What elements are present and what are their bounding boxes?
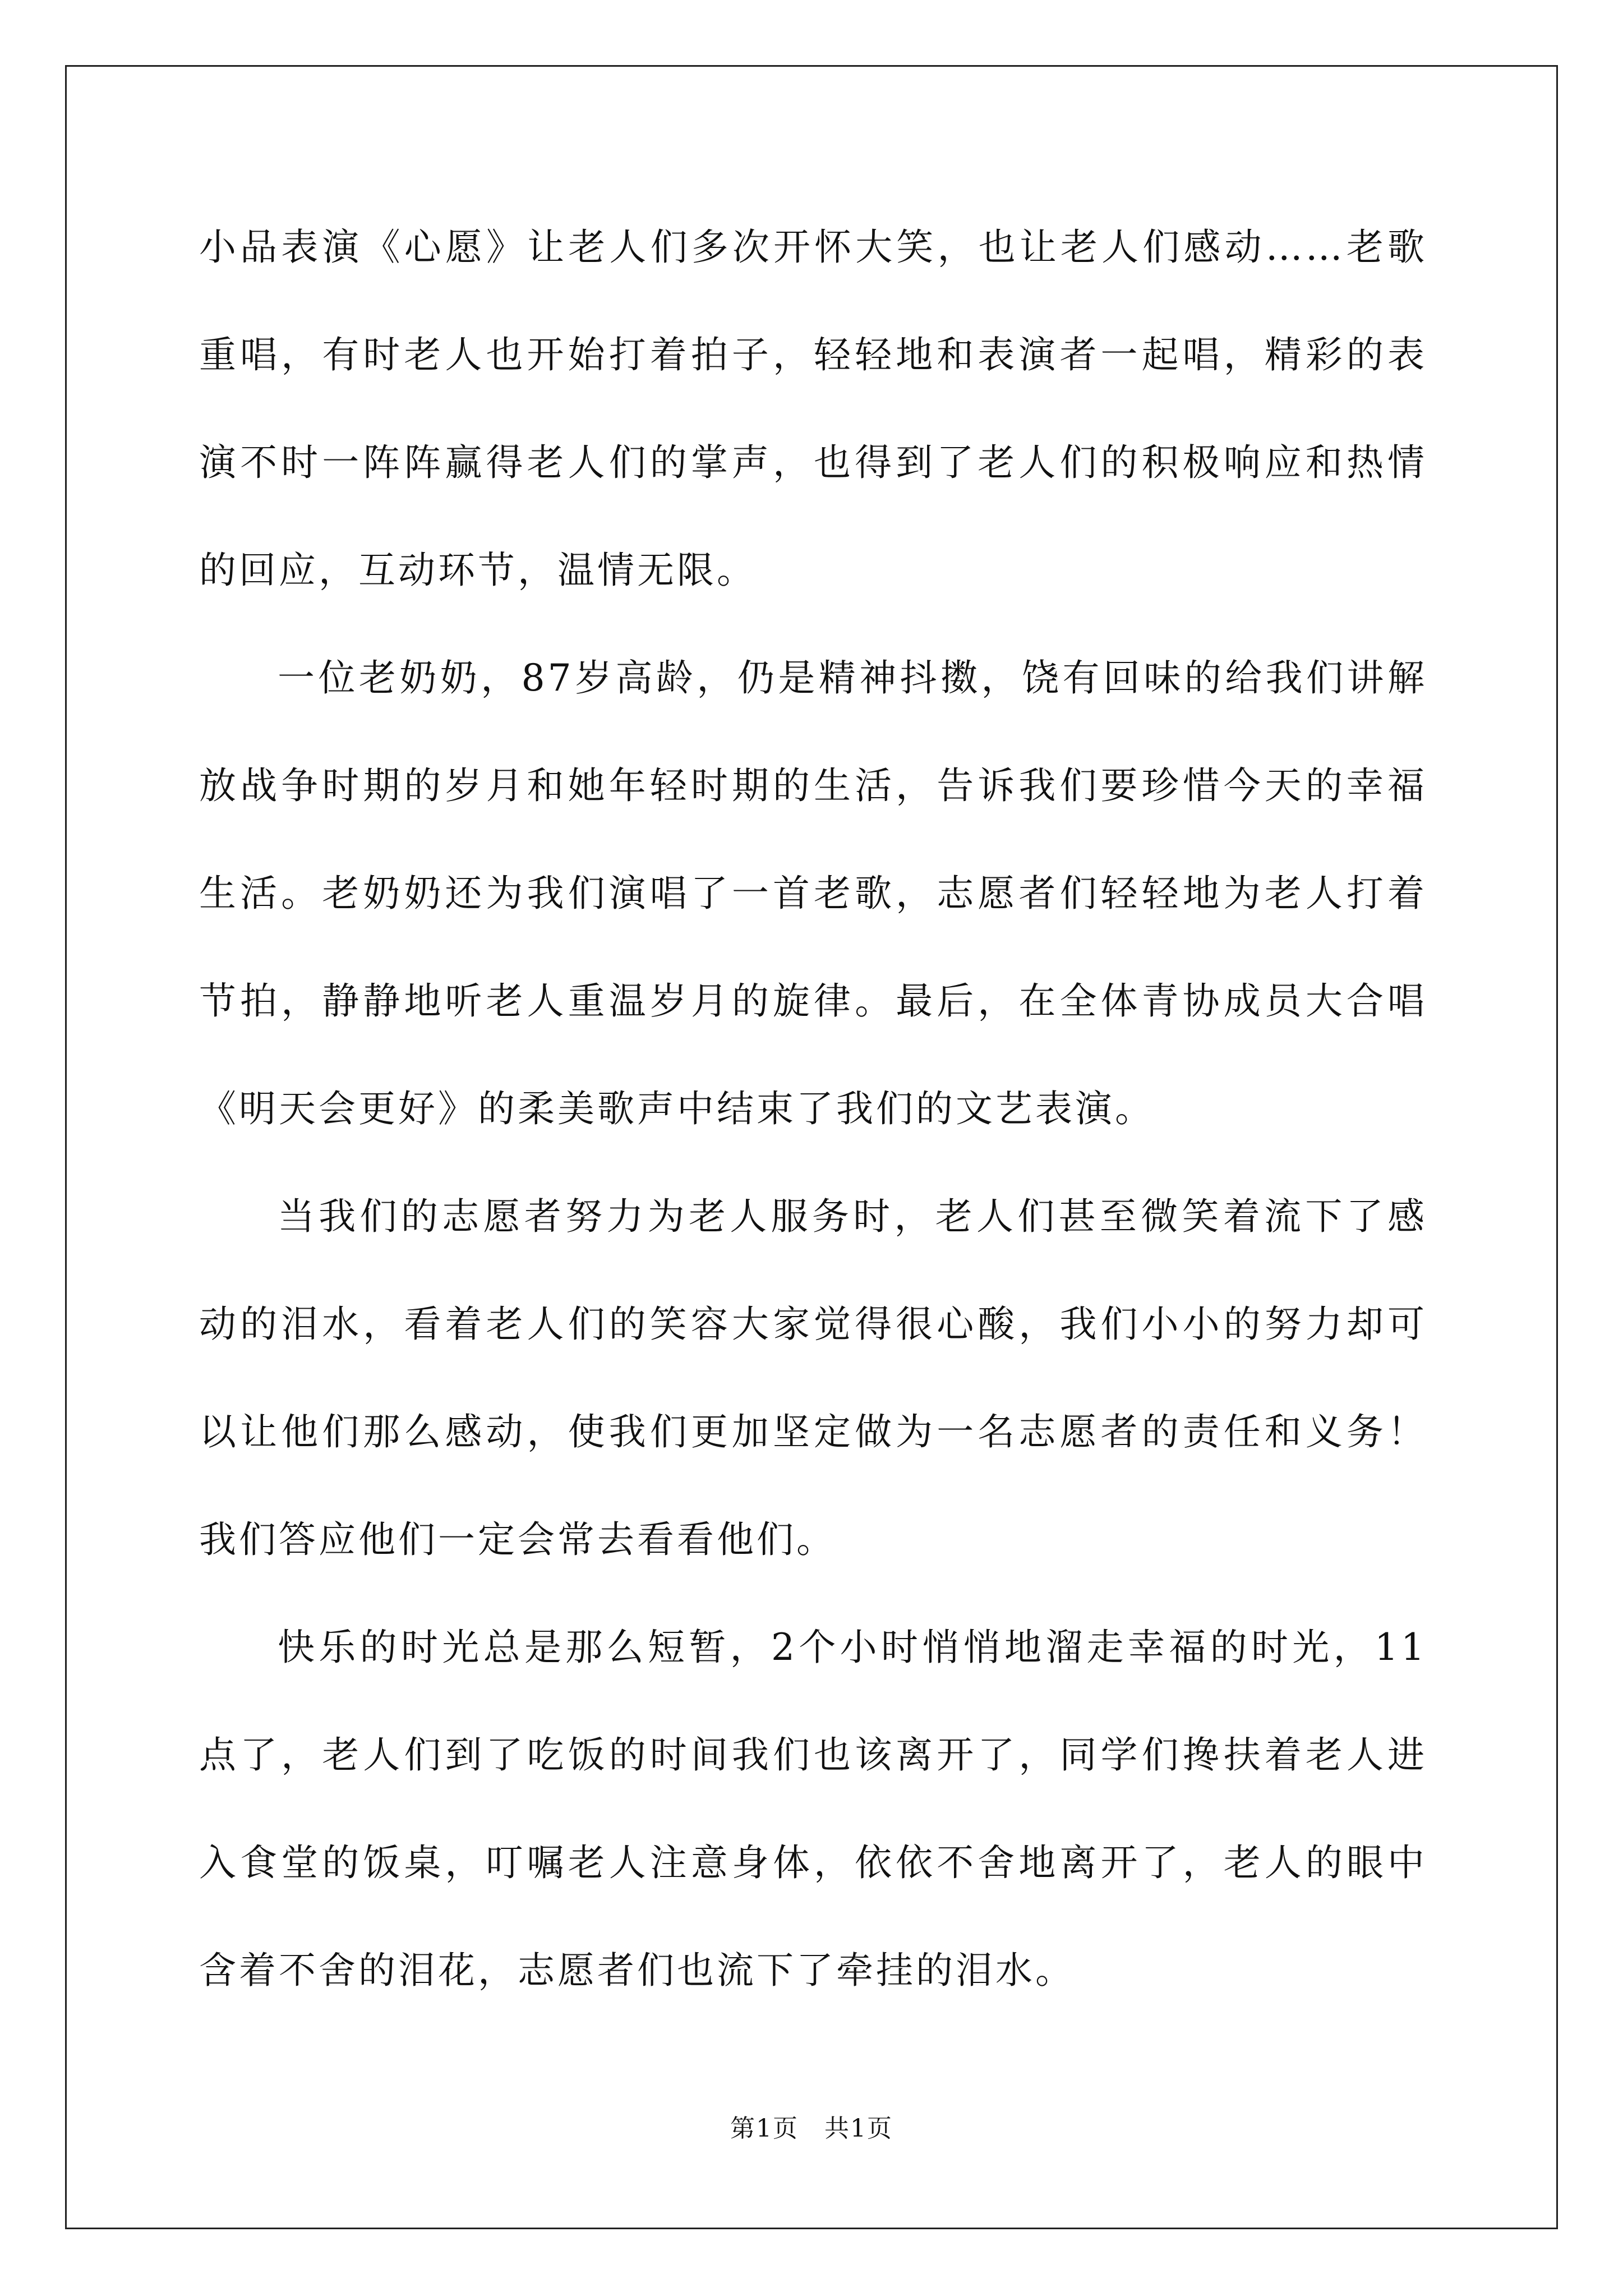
paragraph-4: 快乐的时光总是那么短暂，2个小时悄悄地溜走幸福的时光，11点了，老人们到了吃饭的时间我们也该离开了，同学们搀扶着老人进入食堂的饭桌，叮嘱老人注意身体，依依不舍地离开了，老人的眼中含着不舍的泪花，志愿者们也流下了牵挂的泪水。 [199,1626,1427,1992]
paragraph-1: 小品表演《心愿》让老人们多次开怀大笑，也让老人们感动……老歌重唱，有时老人也开始打着拍子，轻轻地和表演者一起唱，精彩的表演不时一阵阵赢得老人们的掌声，也得到了老人们的积极响应和热情的回应，互动环节，温情无限。 [199,226,1427,592]
paragraph-2: 一位老奶奶，87岁高龄，仍是精神抖擞，饶有回味的给我们讲解放战争时期的岁月和她年轻时期的生活，告诉我们要珍惜今天的幸福生活。老奶奶还为我们演唱了一首老歌，志愿者们轻轻地为老人打着节拍，静静地听老人重温岁月的旋律。最后，在全体青协成员大合唱《明天会更好》的柔美歌声中结束了我们的文艺表演。 [199,656,1427,1130]
page-number-footer: 第1页 共1页 [730,2114,893,2143]
document-body [199,194,1427,2024]
paragraph-3: 当我们的志愿者努力为老人服务时，老人们甚至微笑着流下了感动的泪水，看着老人们的笑容大家觉得很心酸，我们小小的努力却可以让他们那么感动，使我们更加坚定做为一名志愿者的责任和义务！我们答应他们一定会常去看看他们。 [199,1195,1427,1561]
